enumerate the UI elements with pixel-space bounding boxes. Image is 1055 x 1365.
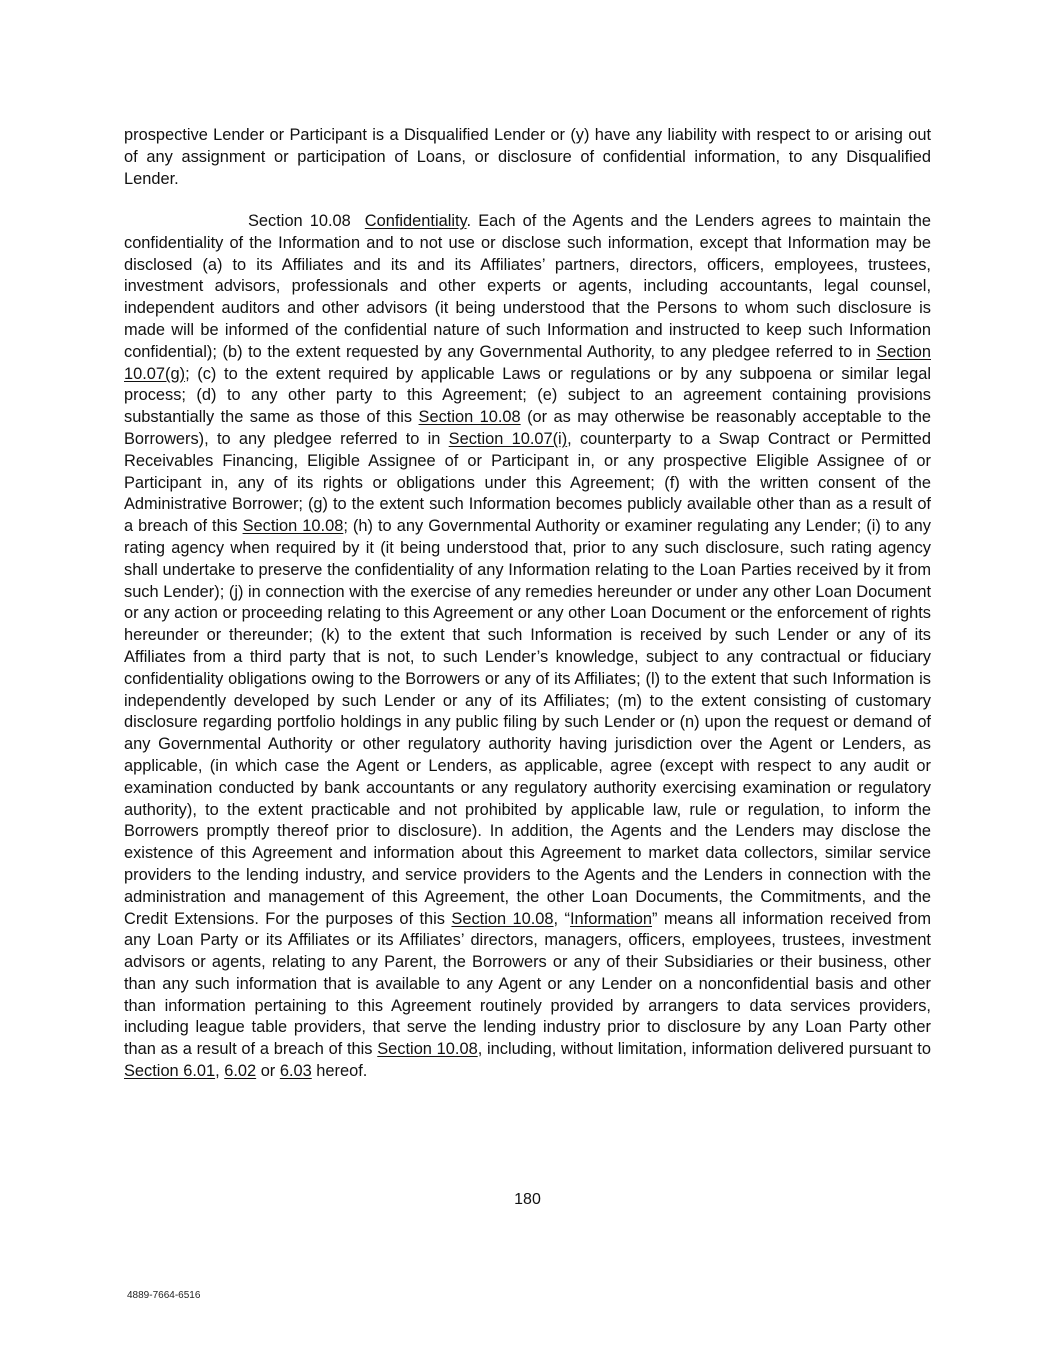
continuation-text: prospective Lender or Participant is a Disqualified Lender or (y) have any liability with respect to or arising out of any assignment or participation of Loans, or disclosure of confidential information, to any Disqualified Lender. bbox=[124, 126, 931, 188]
body-text-9: , bbox=[215, 1062, 225, 1081]
page-number: 180 bbox=[514, 1191, 541, 1208]
cross-reference-section-10-08: Section 10.08 bbox=[418, 408, 521, 427]
body-text-8: , including, without limitation, information delivered pursuant to bbox=[477, 1040, 931, 1059]
cross-reference-section-10-07-g: Section 10.07(g) bbox=[124, 342, 931, 383]
cross-reference-section-10-08: Section 10.08 bbox=[242, 517, 344, 536]
body-text-7: ” means all information received from any Loan Party or its Affiliates or its Affiliates’ directors, managers, officers, employees, trustees, investment advisors or agents, relating to any Parent, the Borrowers or any of their Subsidiaries or their business, other than any such information that is available to any Agent or any Lender on a nonconfidential basis and other than information pertaining to this Agreement routinely provided by arrangers to data services providers, including league table providers, that serve the lending industry prior to disclosure by any Loan Party other than as a result of a breach of this bbox=[124, 909, 932, 1059]
cross-reference-section-6-01: Section 6.01 bbox=[124, 1062, 216, 1081]
cross-reference-section-10-08: Section 10.08 bbox=[451, 909, 554, 928]
cross-reference-6-03: 6.03 bbox=[279, 1062, 312, 1081]
cross-reference-6-02: 6.02 bbox=[224, 1062, 257, 1081]
body-text-1: Each of the Agents and the Lenders agrees to maintain the confidentiality of the Information and to not use or disclose such information, except that Information may be disclosed (a) to its Affiliates and its and its Affiliates’ partners, directors, officers, employees, trustees, investment advisors, professionals and other experts or agents, including accountants, legal counsel, independent auditors and other advisors (it being understood that the Persons to whom such disclosure is made will be informed of the confidential nature of such Information and instructed to keep such Information confidential); (b) to the extent requested by any Governmental Authority, to any pledgee referred to in bbox=[124, 212, 931, 361]
body-text-10: or bbox=[256, 1062, 280, 1081]
confidentiality-section-paragraph bbox=[124, 211, 931, 1083]
document-id: 4889-7664-6516 bbox=[127, 1290, 201, 1301]
heading-punctuation: . bbox=[466, 212, 479, 230]
body-text-5: ; (h) to any Governmental Authority or examiner regulating any Lender; (i) to any rating agency when required by it (it being understood that, prior to any such disclosure, such rating agency shall undertake to preserve the confidentiality of any Information relating to the Loan Parties received by it from such Lender); (j) in connection with the exercise of any remedies hereunder or under any other Loan Document or any action or proceeding relating to this Agreement or any other Loan Document or the enforcement of rights hereunder or thereunder; (k) to the extent that such Information is received by such Lender or any of its Affiliates from a third party that is not, to such Lender’s knowledge, subject to any contractual or fiduciary confidentiality obligations owing to the Borrowers or any of its Affiliates; (l) to the extent that such Information is independently developed by such Lender or any of its Affiliates; (m) to the extent consisting of customary disclosure regarding portfolio holdings in any public filing by such Lender or (n) upon the request or demand of any Governmental Authority or other regulatory authority having jurisdiction over the Agent or Lenders, as applicable, (in which case the Agent or Lenders, as applicable, agree (except with respect to any audit or examination conducted by bank accountants or any regulatory authority exercising examination or regulatory authority), to the extent practicable and not prohibited by applicable law, rule or regulation, to inform the Borrowers promptly thereof prior to disclosure). In addition, the Agents and the Lenders may disclose the existence of this Agreement and information about this Agreement to market data collectors, similar service providers to the lending industry, and service providers to the Agents and the Lenders in connection with the administration and management of this Agreement, the other Loan Documents, the Commitments, and the Credit Extensions. For the purposes of this bbox=[124, 517, 931, 928]
body-text-6: , “ bbox=[553, 909, 570, 928]
cross-reference-section-10-07-i: Section 10.07(i) bbox=[448, 429, 568, 448]
body-text-2: ; (c) to the extent required by applicable Laws or regulations or by any subpoena or similar legal process; (d) to any other party to this Agreement; (e) subject to an agreement containing provisions substantially the same as those of this bbox=[124, 364, 931, 427]
section-number: Section 10.08 bbox=[248, 212, 351, 230]
body-text-11: hereof. bbox=[311, 1062, 368, 1081]
cross-reference-section-10-08: Section 10.08 bbox=[377, 1040, 478, 1059]
continuation-paragraph bbox=[124, 125, 931, 190]
defined-term-information: Information bbox=[570, 909, 652, 928]
body-text-4: , counterparty to a Swap Contract or Permitted Receivables Financing, Eligible Assignee of or Participant in, or any prospective Eligible Assignee of or Participant in, any of its rights or obligations under this Agreement; (f) with the written consent of the Administrative Borrower; (g) to the extent such Information becomes publicly available other than as a result of a breach of this bbox=[124, 429, 931, 536]
body-text-3: (or as may otherwise be reasonably acceptable to the Borrowers), to any pledgee referred to in bbox=[124, 408, 931, 448]
section-heading: Confidentiality bbox=[364, 212, 467, 230]
